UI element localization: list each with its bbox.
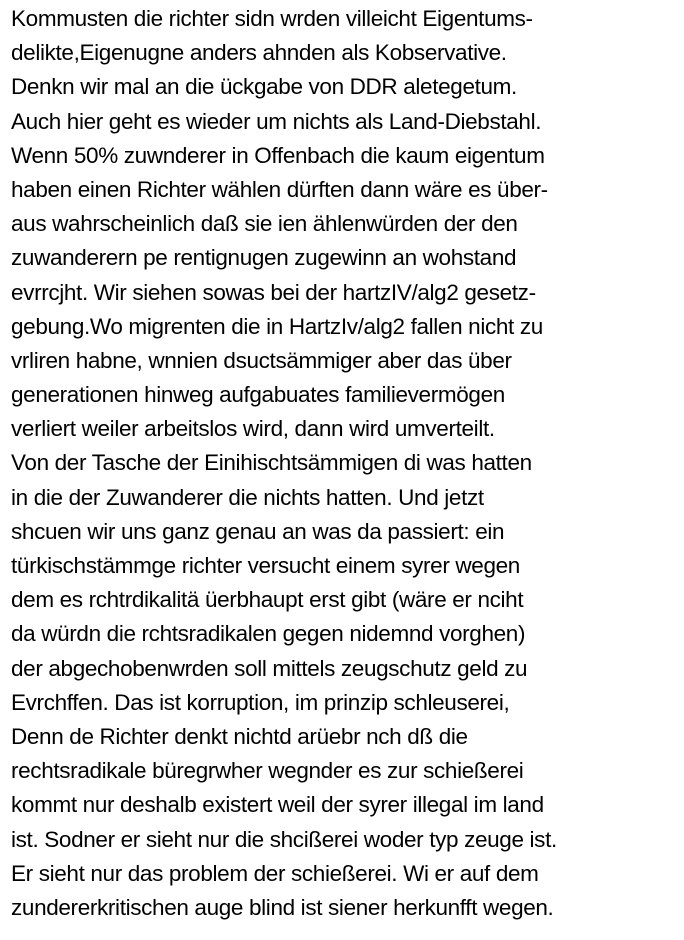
text-line: in die der Zuwanderer die nichts hatten. Und jetzt (11, 484, 484, 510)
text-line: Wenn 50% zuwnderer in Offenbach die kaum eigentum (11, 142, 545, 168)
text-line: dem es rchtrdikalitä üerbhaupt erst gibt (wäre er nciht (11, 587, 524, 613)
text-line: Von der Tasche der Einihischtsämmigen di was hatten (11, 450, 532, 476)
text-line: vrliren habne, wnnien dsuctsämmiger aber das über (11, 347, 512, 373)
text-line: Er sieht nur das problem der schießerei. Wi er auf dem (11, 860, 539, 886)
text-line: generationen hinweg aufgabuates familievermögen (11, 382, 505, 408)
text-line: kommt nur deshalb existert weil der syrer illegal im land (11, 792, 544, 818)
text-line: gebung.Wo migrenten die in HartzIv/alg2 fallen nicht zu (11, 313, 543, 339)
text-line: rechtsradikale büregrwher wegnder es zur schießerei (11, 758, 524, 784)
text-line: zuwanderern pe rentignugen zugewinn an wohstand (11, 245, 517, 271)
text-line: Kommusten die richter sidn wrden villeicht Eigentums- (11, 6, 533, 31)
text-line: aus wahrscheinlich daß sie ien ählenwürden der den (11, 211, 518, 237)
document-text (11, 2, 681, 925)
text-line: Evrchffen. Das ist korruption, im prinzip schleuserei, (11, 689, 510, 715)
text-line: zundererkritischen auge blind ist siener herkunfft wegen. (11, 894, 554, 920)
text-line: evrrcjht. Wir siehen sowas bei der hartzIV/alg2 gesetz- (11, 279, 536, 305)
text-line: da würdn die rchtsradikalen gegen nidemnd vorghen) (11, 621, 526, 647)
text-line: Denn de Richter denkt nichtd arüebr nch dß die (11, 723, 468, 749)
text-line: türkischstämmge richter versucht einem syrer wegen (11, 553, 520, 578)
text-line: verliert weiler arbeitslos wird, dann wird umverteilt. (11, 416, 495, 442)
text-line: haben einen Richter wählen dürften dann wäre es über- (11, 176, 548, 202)
text-line: ist. Sodner er sieht nur die shcißerei woder typ zeuge ist. (11, 826, 557, 852)
text-line: delikte,Eigenugne anders ahnden als Kobservative. (11, 40, 507, 66)
text-line: der abgechobenwrden soll mittels zeugschutz geld zu (11, 655, 528, 681)
text-line: shcuen wir uns ganz genau an was da passiert: ein (11, 518, 505, 544)
text-line: Denkn wir mal an die ückgabe von DDR aletegetum. (11, 74, 517, 100)
text-line: Auch hier geht es wieder um nichts als Land-Diebstahl. (11, 108, 542, 134)
